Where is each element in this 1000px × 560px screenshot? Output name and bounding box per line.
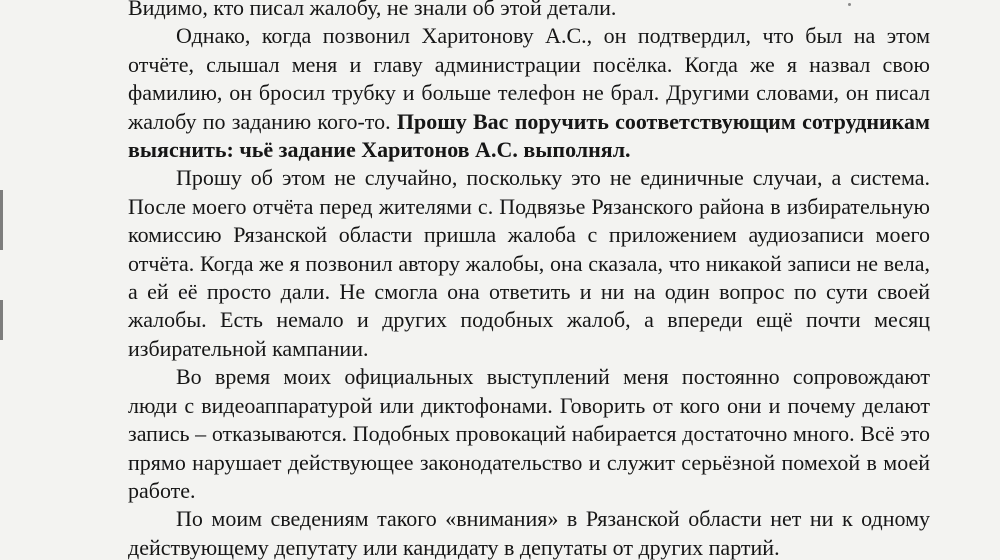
paragraph-2-text: Однако, когда позвонил Харитонову А.С., он подтвердил, что был на этом отчёте, слышал меня и главу администрации посёлка. Когда же я назвал свою фамилию, он бросил трубку и больше телефон не брал. Другими словами, он писал жалобу по заданию кого-то. — [128, 23, 930, 134]
paragraph-3 — [128, 164, 930, 363]
paragraph-2 — [128, 22, 930, 164]
paragraph-5 — [128, 505, 930, 560]
scan-edge-mark — [0, 190, 3, 250]
paragraph-5-text: По моим сведениям такого «внимания» в Рязанской области нет ни к одному действующему депутату или кандидату в депутаты от других партий. — [128, 506, 930, 560]
scan-edge-mark — [0, 300, 3, 340]
document-body — [128, 0, 930, 560]
paragraph-4-text: Во время моих официальных выступлений меня постоянно сопровождают люди с видеоаппаратурой или диктофонами. Говорить от кого они и почему делают запись – отказываются. Подобных провокаций набирается достаточно много. Всё это прямо нарушает действующее законодательство и служит серьёзной помехой в моей работе. — [128, 364, 930, 503]
paragraph-1 — [128, 0, 930, 22]
paragraph-4 — [128, 363, 930, 505]
paragraph-2-bold-request: Прошу Вас поручить соответствующим сотрудникам выяснить: чьё задание Харитонов А.С. выполнял. — [128, 108, 930, 163]
paragraph-3-text: Прошу об этом не случайно, поскольку это не единичные случаи, а система. После моего отчёта перед жителями с. Подвязье Рязанского района в избирательную комиссию Рязанской области пришла жалоба с приложением аудиозаписи моего отчёта. Когда же я позвонил автору жалобы, она сказала, что никакой записи не вела, а ей её просто дали. Не смогла она ответить и ни на один вопрос по сути своей жалобы. Есть немало и других подобных жалоб, а впереди ещё почти месяц избирательной кампании. — [128, 165, 930, 361]
paragraph-1-text: Видимо, кто писал жалобу, не знали об этой детали. — [128, 0, 617, 20]
